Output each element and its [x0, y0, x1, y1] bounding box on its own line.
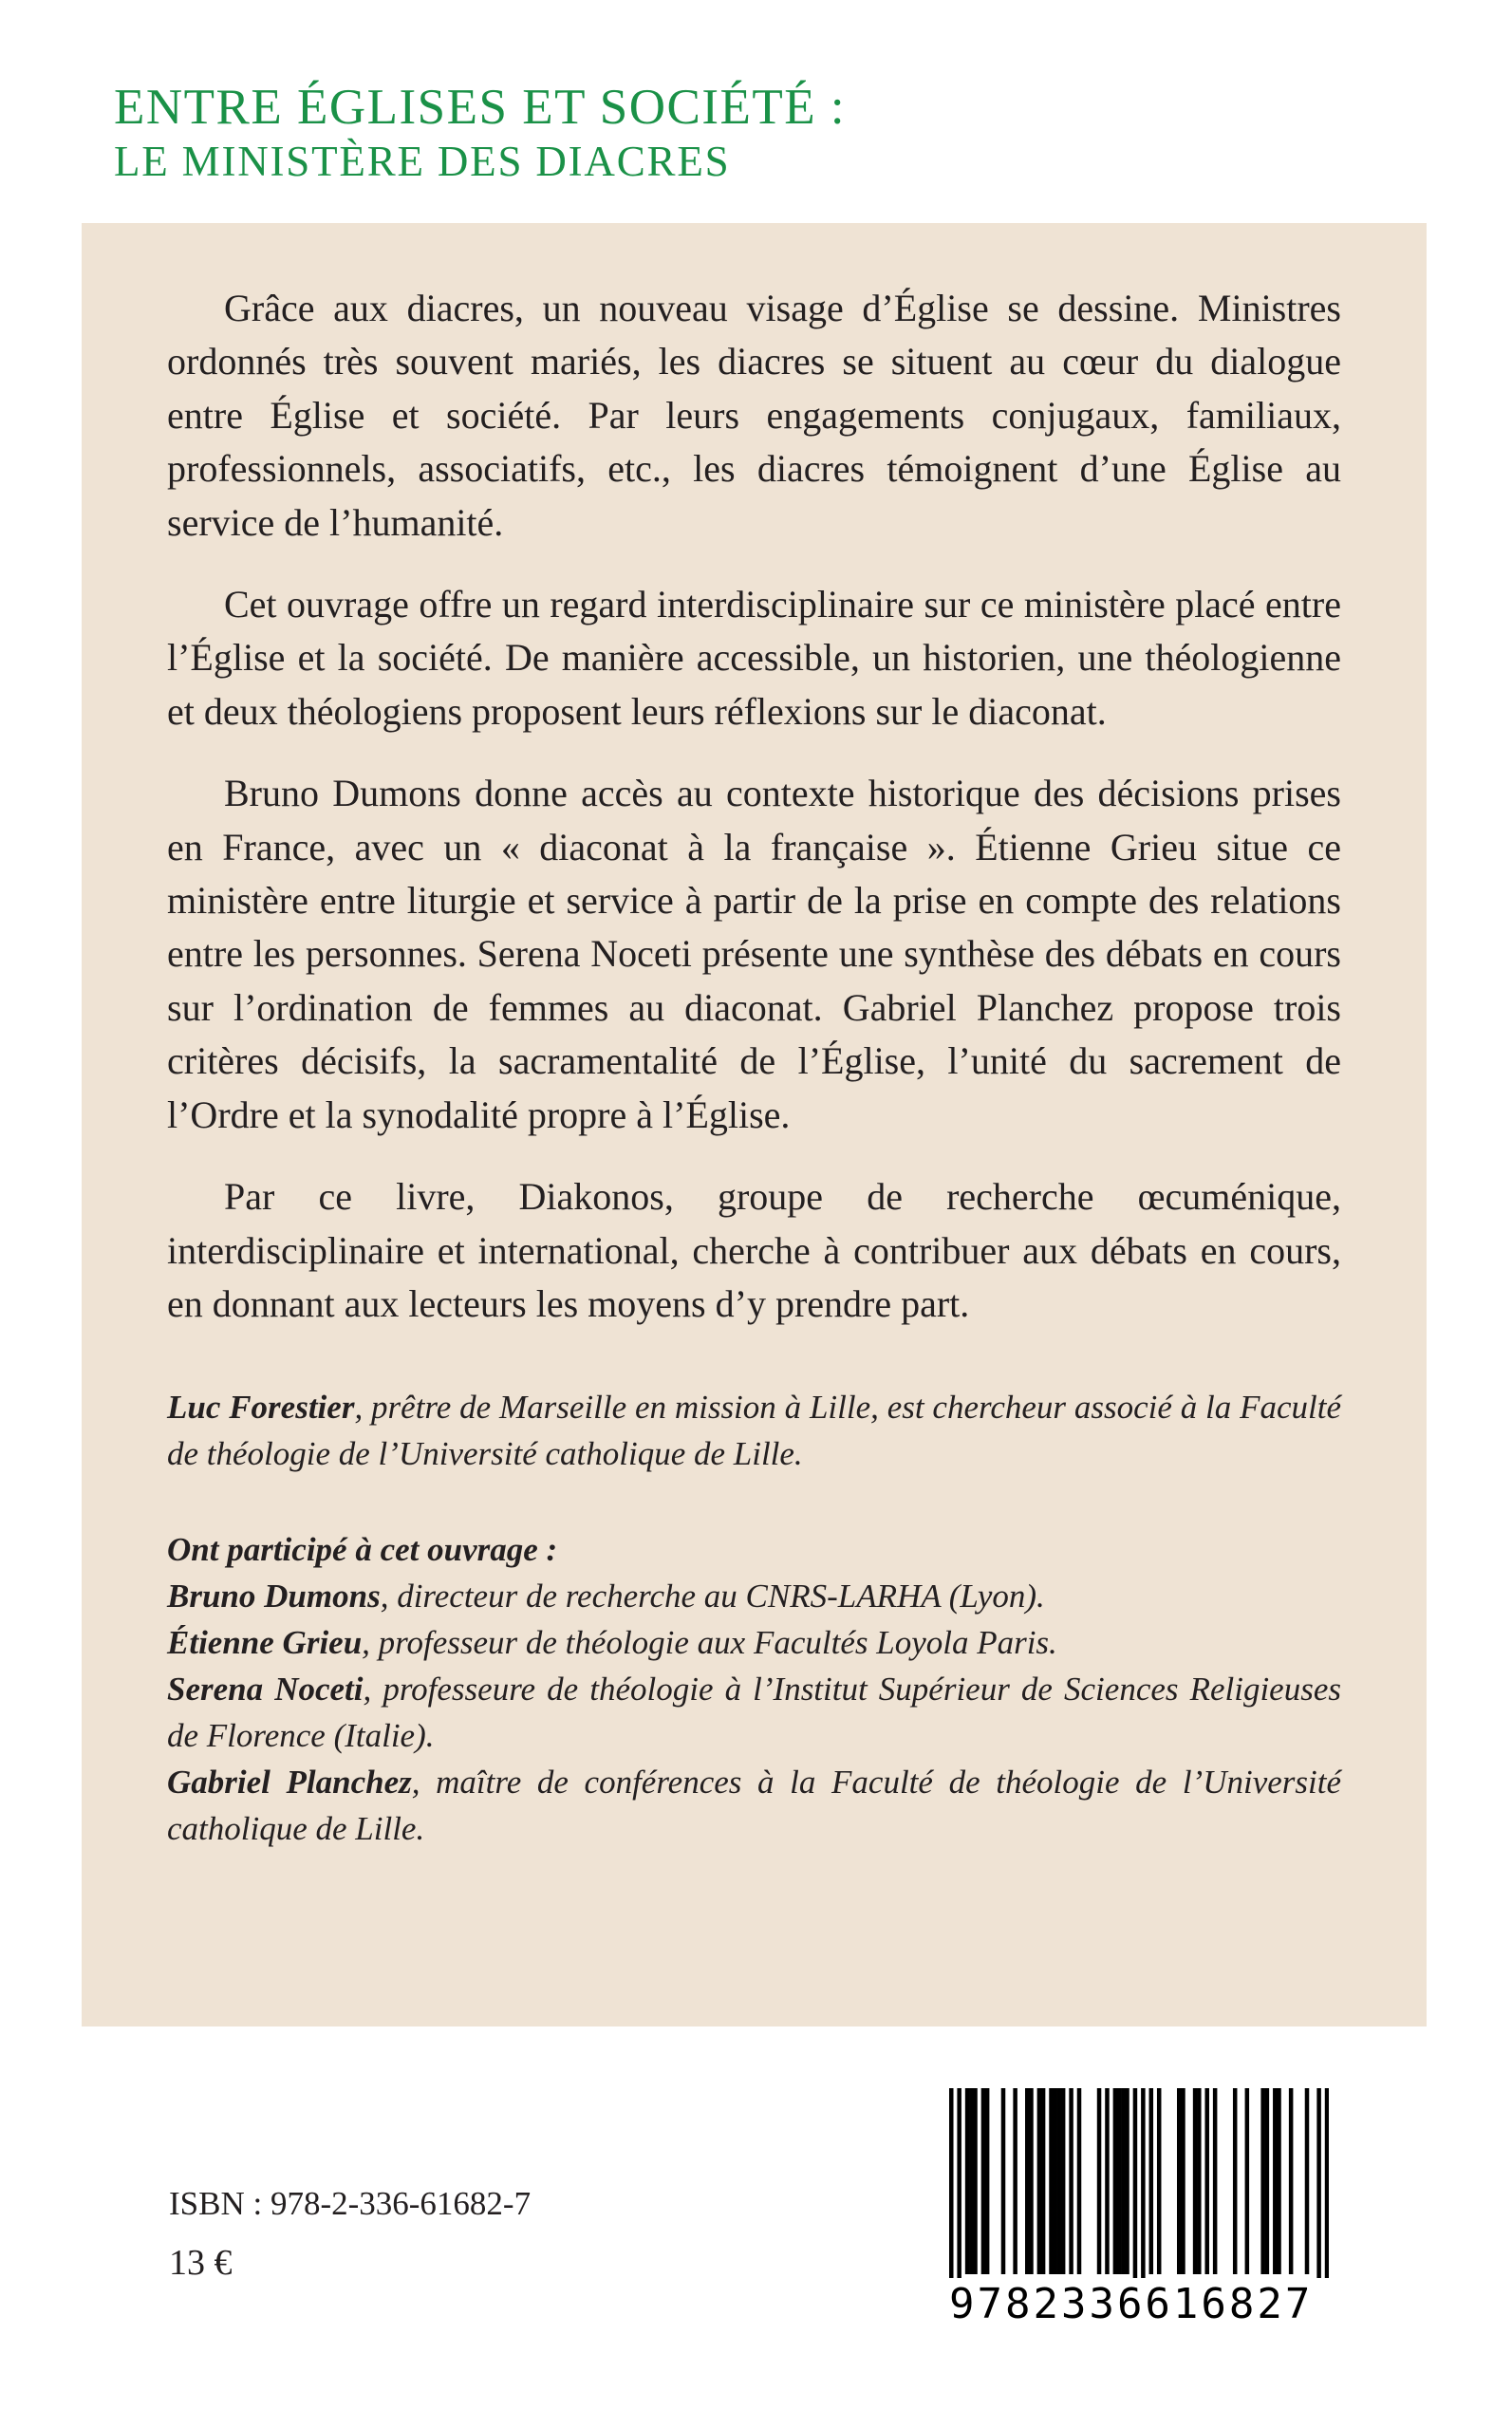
- contributors-heading: Ont participé à cet ouvrage :: [167, 1531, 558, 1569]
- barcode-bar: [1277, 2088, 1281, 2274]
- barcode-bar: [1113, 2088, 1118, 2274]
- summary-panel: [82, 223, 1427, 2026]
- barcode-bars: [949, 2088, 1329, 2278]
- barcode-bar: [1133, 2088, 1138, 2278]
- summary-paragraph: Grâce aux diacres, un nouveau visage d’Église se dessine. Ministres ordonnés très souvent mariés, les diacres se situent au cœur du dialogue entre Église et société. Par leurs engagements conjugaux, familiaux, professionnels, associatifs, etc., les diacres témoignent d’une Église au service de l’humanité.: [167, 287, 1341, 544]
- author-bio: [167, 1384, 1341, 1477]
- summary-paragraph: Cet ouvrage offre un regard interdisciplinaire sur ce ministère placé entre l’Église et la société. De manière accessible, un historien, une théologienne et deux théologiens proposent leurs réflexions sur le diaconat.: [167, 583, 1341, 733]
- contributor-name: Gabriel Planchez: [167, 1764, 412, 1802]
- barcode-bar: [1097, 2088, 1102, 2274]
- barcode-bar: [1289, 2088, 1294, 2274]
- barcode-bar: [1305, 2088, 1310, 2274]
- author-bio-text: , prêtre de Marseille en mission à Lille, est chercheur associé à la Faculté de théologie de l’Université catholique de Lille.: [167, 1389, 1342, 1473]
- barcode-bar: [1233, 2088, 1238, 2274]
- barcode-bar: [1125, 2088, 1129, 2274]
- barcode-bar: [1325, 2088, 1329, 2278]
- contributor-entry: Gabriel Planchez, maître de conférences à la Faculté de théologie de l’Université catholique de Lille.: [167, 1764, 1341, 1848]
- barcode-bar: [1149, 2088, 1154, 2274]
- book-title: [114, 78, 846, 186]
- barcode-bar: [1273, 2088, 1278, 2274]
- barcode-bar: [1213, 2088, 1218, 2274]
- barcode-bar: [1117, 2088, 1122, 2274]
- summary-paragraph: Bruno Dumons donne accès au contexte historique des décisions prises en France, avec un « diaconat à la française ». Étienne Grieu situe ce ministère entre liturgie et service à partir de la prise en compte des relations entre les personnes. Serena Noceti présente une synthèse des débats en cours sur l’ordination de femmes au diaconat. Gabriel Planchez propose trois critères décisifs, la sacramentalité de l’Église, l’unité du sacrement de l’Ordre et la synodalité propre à l’Église.: [167, 772, 1341, 1136]
- contributor-name: Bruno Dumons: [167, 1578, 381, 1615]
- contributor-name: Étienne Grieu: [167, 1624, 363, 1662]
- barcode-bar: [1001, 2088, 1006, 2274]
- barcode-bar: [1197, 2088, 1202, 2274]
- barcode-bar: [1025, 2088, 1030, 2274]
- contributor-entry: Bruno Dumons, directeur de recherche au CNRS-LARHA (Lyon).: [167, 1578, 1045, 1615]
- title-line-2: LE MINISTÈRE DES DIACRES: [114, 138, 731, 185]
- barcode-bar: [1053, 2088, 1057, 2274]
- barcode-bar: [1193, 2088, 1198, 2274]
- barcode-bar: [981, 2088, 986, 2274]
- barcode-bar: [1041, 2088, 1046, 2274]
- barcode-bar: [1057, 2088, 1062, 2274]
- contributor-entry: Étienne Grieu, professeur de théologie aux Facultés Loyola Paris.: [167, 1624, 1057, 1662]
- barcode-bar: [949, 2088, 954, 2278]
- barcode-digits: 9782336616827: [949, 2280, 1314, 2328]
- author-name: Luc Forestier: [167, 1389, 355, 1427]
- barcode-bar: [1069, 2088, 1073, 2274]
- title-line-1: ENTRE ÉGLISES ET SOCIÉTÉ :: [114, 80, 847, 135]
- barcode-bar: [1316, 2088, 1321, 2278]
- barcode-bar: [1245, 2088, 1250, 2274]
- author-section: [167, 1384, 1341, 1852]
- barcode-bar: [1157, 2088, 1162, 2274]
- barcode-bar: [969, 2088, 974, 2274]
- barcode-bar: [1061, 2088, 1066, 2274]
- contributor-name: Serena Noceti: [167, 1671, 364, 1709]
- contributor-entry: Serena Noceti, professeure de théologie à l’Institut Supérieur de Sciences Religieuses de Florence (Italie).: [167, 1671, 1341, 1755]
- barcode-bar: [957, 2088, 961, 2278]
- barcode-bar: [973, 2088, 978, 2274]
- barcode-bar: [1037, 2088, 1042, 2274]
- barcode-bar: [1141, 2088, 1146, 2278]
- summary-paragraph: Par ce livre, Diakonos, groupe de recherche œcuménique, interdisciplinaire et international, cherche à contribuer aux débats en cours, en donnant aux lecteurs les moyens d’y prendre part.: [167, 1175, 1341, 1325]
- barcode-bar: [1049, 2088, 1054, 2274]
- barcode-bar: [1121, 2088, 1126, 2274]
- barcode-bar: [1204, 2088, 1209, 2274]
- barcode: [949, 2088, 1329, 2333]
- barcode-bar: [1260, 2088, 1265, 2274]
- barcode-bar: [1105, 2088, 1110, 2274]
- barcode-bar: [1077, 2088, 1082, 2274]
- price-label: 13 €: [169, 2243, 233, 2283]
- summary-body: [167, 282, 1341, 1331]
- barcode-bar: [1265, 2088, 1270, 2274]
- barcode-bar: [1177, 2088, 1182, 2274]
- barcode-bar: [1029, 2088, 1034, 2274]
- isbn-label: ISBN : 978-2-336-61682-7: [169, 2185, 532, 2222]
- barcode-bar: [1181, 2088, 1185, 2274]
- barcode-bar: [1013, 2088, 1017, 2274]
- barcode-bar: [965, 2088, 970, 2274]
- barcode-bar: [985, 2088, 990, 2274]
